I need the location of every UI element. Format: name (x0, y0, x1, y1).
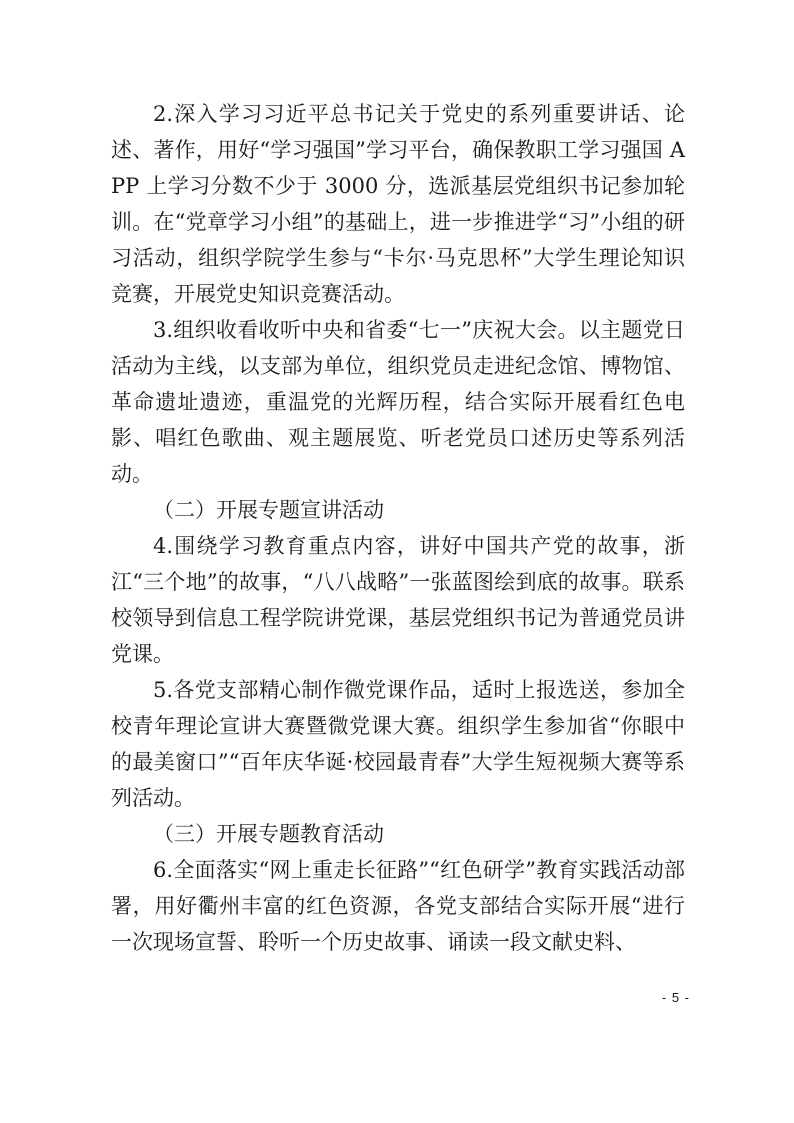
page-number: - 5 - (661, 990, 690, 1005)
paragraph-item-4: 4.围绕学习教育重点内容，讲好中国共产党的故事，浙江“三个地”的故事，“八八战略”一张蓝图绘到底的故事。联系校领导到信息工程学院讲党课，基层党组织书记为普通党员讲党课。 (111, 534, 685, 666)
document-body (111, 96, 685, 960)
section-heading-2: （二）开展专题宣讲活动 (153, 498, 384, 522)
paragraph-item-5: 5.各党支部精心制作微党课作品，适时上报选送，参加全校青年理论宣讲大赛暨微党课大赛。组织学生参加省“你眼中的最美窗口”“百年庆华诞·校园最青春”大学生短视频大赛等系列活动。 (111, 678, 685, 810)
paragraph-item-2: 2.深入学习习近平总书记关于党史的系列重要讲话、论述、著作，用好“学习强国”学习平台，确保教职工学习强国 APP 上学习分数不少于 3000 分，选派基层党组织书记参加轮训。在“党章学习小组”的基础上，进一步推进学“习”小组的研习活动，组织学院学生参与“卡尔·马克思杯”大学生理论知识竞赛，开展党史知识竞赛活动。 (111, 102, 685, 306)
paragraph-item-3: 3.组织收看收听中央和省委“七一”庆祝大会。以主题党日活动为主线，以支部为单位，组织党员走进纪念馆、博物馆、革命遗址遗迹，重温党的光辉历程，结合实际开展看红色电影、唱红色歌曲、观主题展览、听老党员口述历史等系列活动。 (111, 318, 685, 486)
section-heading-3: （三）开展专题教育活动 (153, 822, 384, 846)
paragraph-item-6: 6.全面落实“网上重走长征路”“红色研学”教育实践活动部署，用好衢州丰富的红色资源，各党支部结合实际开展“进行一次现场宣誓、聆听一个历史故事、诵读一段文献史料、 (111, 858, 685, 954)
